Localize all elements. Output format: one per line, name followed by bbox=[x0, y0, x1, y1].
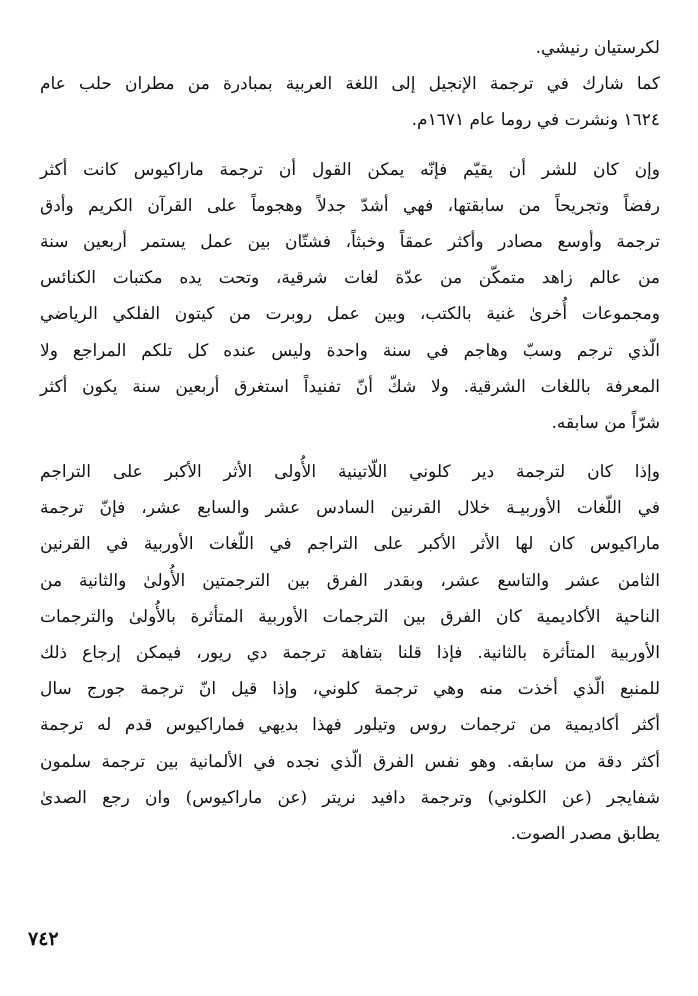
paragraph-gap bbox=[40, 441, 660, 454]
text-line: ١٦٢٤ ونشرت في روما عام ١٦٧١م. bbox=[411, 110, 660, 131]
text-line: الأوربية المتأثرة بالثانية. فإذا قلنا بتفاهة ترجمة دي ريور، فيمكن إرجاع ذلك bbox=[40, 643, 660, 663]
text-line: للمنبع الّذي أخذت منه وهي ترجمة كلوني، وإذا قيل انّ ترجمة جورج سال bbox=[40, 679, 660, 700]
text-line: أكثر دقة من سابقه. وهو نفس الفرق الّذي نجده في الألمانية بين ترجمة سلمون bbox=[40, 751, 660, 772]
text-line: وإن كان للشر أن يقيّم فإنّه يمكن القول أن ترجمة ماراكيوس كانت أكثر bbox=[40, 159, 660, 180]
page-number: ٧٤٢ bbox=[28, 928, 59, 950]
text-line: لكرستيان رنيشي. bbox=[535, 38, 660, 58]
text-line: المعرفة باللغات الشرقية. ولا شكّ أنّ تفنيداً استغرق أربعين سنة يكون أكثر bbox=[40, 376, 660, 397]
text-line: كما شارك في ترجمة الإنجيل إلى اللغة العربية بمبادرة من مطران حلب عام bbox=[40, 74, 660, 95]
text-line: رفضاً وتجريحاً من سابقتها، فهي أشدّ جدلاً وهجوماً على القرآن الكريم وأدق bbox=[40, 195, 660, 216]
text-line: ترجمة وأوسع مصادر وأكثر عمقاً وخبثاً، فشتّان بين عمل يستمر أربعين سنة bbox=[40, 231, 660, 252]
text-line: الناحية الأكاديمية كان الفرق بين الترجمات الأوربية المتأثرة بالأُولىٰ والترجمات bbox=[40, 606, 660, 627]
text-line: ماراكيوس كان لها الأثر الأكبر على التراجم في اللّغات الأوربية في القرنين bbox=[40, 534, 660, 555]
text-line: شفايجر (عن الكلوني) وترجمة دافيد نريتر (عن ماراكيوس) وان رجع الصدىٰ bbox=[40, 787, 660, 808]
page-body bbox=[40, 30, 660, 852]
text-line: في اللّغات الأوربيـة خلال القرنين السادس عشر والسابع عشر، فإنّ ترجمة bbox=[40, 498, 660, 519]
text-line: الثامن عشر والتاسع عشر، وبقدر الفرق بين الترجمتين الأُولىٰ والثانية من bbox=[40, 570, 660, 591]
text-line: وإذا كان لترجمة دير كلوني اللّاتينية الأُولى الأثر الأكبر على التراجم bbox=[40, 462, 660, 483]
text-line: ومجموعات أُخرىٰ غنية بالكتب، وبين عمل روبرت من كيتون الفلكي الرياضي bbox=[40, 304, 660, 325]
paragraph-gap bbox=[40, 139, 660, 152]
text-line: يطابق مصدر الصوت. bbox=[510, 823, 660, 844]
text-line: أكثر أكاديمية من ترجمات روس وتيلور فهذا بديهي فماراكيوس قدم له ترجمة bbox=[40, 715, 660, 736]
text-line: الّذي ترجم وسبّ وهاجم في سنة واحدة وليس عنده كل تلكم المراجع ولا bbox=[40, 340, 660, 361]
text-line: شرّاً من سابقه. bbox=[551, 412, 660, 433]
text-line: من عالم زاهد متمكّن من عدّة لغات شرقية، وتحت يده مكتبات الكنائس bbox=[40, 268, 660, 289]
